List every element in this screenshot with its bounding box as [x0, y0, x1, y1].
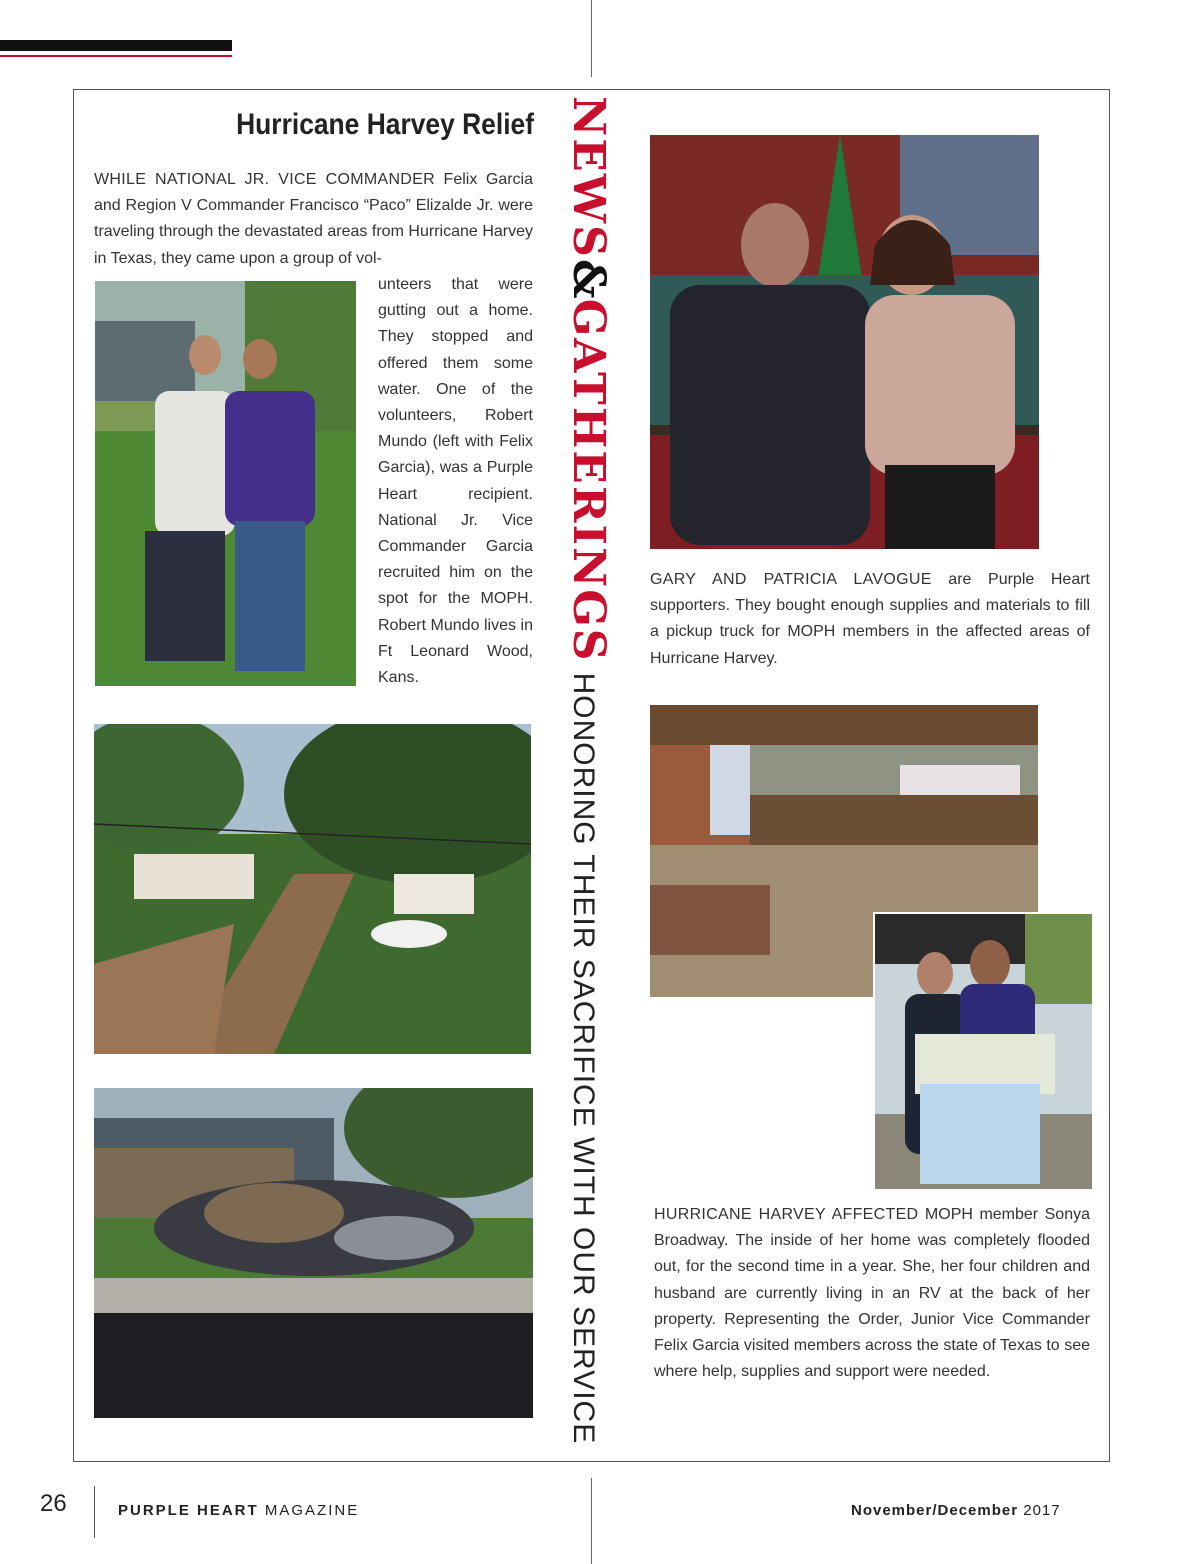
- footer-divider: [94, 1486, 95, 1538]
- caption-broadway-lead: HURRICANE HARVEY AFFECTED: [654, 1206, 919, 1223]
- section-subtitle: HONORING THEIR SACRIFICE WITH OUR SERVICE: [567, 672, 600, 1445]
- photo-volunteers: [95, 281, 356, 686]
- section-title-gatherings: GATHERINGS: [563, 298, 614, 663]
- section-title-amp: &: [563, 258, 614, 299]
- caption-lavogue-rest: are Purple Heart supporters. They bought enough supplies and materials to fill a pickup truck for MOPH members in the affected areas of Hurricane Harvey.: [650, 571, 1091, 667]
- intro-lead: WHILE NATIONAL JR. VICE COMMANDER: [94, 171, 435, 188]
- magazine-name-rest: MAGAZINE: [258, 1502, 360, 1519]
- intro-rest: Felix Garcia and Region V Commander Francisco “Paco” Elizalde Jr. were traveling through the devastated areas from Hurricane Harvey in Texas, they came upon a group of vol-: [94, 171, 533, 267]
- photo-broadway-supplies: [873, 912, 1094, 1191]
- caption-broadway: [654, 1202, 1090, 1385]
- photo-flooded-street: [94, 724, 531, 1054]
- header-black-bar: [0, 40, 232, 51]
- gutter-line-top: [591, 0, 592, 77]
- article-wrap-text: unteers that were gutting out a home. They stopped and offered them some water. One of the volunteers, Robert Mundo (left with Felix Garcia), was a Purple Heart recipient. National Jr. Vice Commander Garcia recruited him on the spot for the MOPH. Robert Mundo lives in Ft Leonard Wood, Kans.: [378, 276, 533, 687]
- caption-broadway-rest: MOPH member Sonya Broadway. The inside of her home was completely flooded out, for the second time in a year. She, her four children and husband are currently living in an RV at the back of her property. Representing the Order, Junior Vice Commander Felix Garcia visited members across the state of Texas to see where help, supplies and support were needed.: [654, 1206, 1090, 1381]
- article-intro: [94, 167, 533, 272]
- article-headline: Hurricane Harvey Relief: [236, 108, 534, 141]
- issue-date-months: November/December: [851, 1502, 1019, 1519]
- magazine-name-bold: PURPLE HEART: [118, 1502, 259, 1519]
- header-red-rule: [0, 55, 232, 57]
- photo-lavogue-couple: [650, 135, 1039, 549]
- photo-debris-pile: [94, 1088, 533, 1418]
- magazine-name: [118, 1502, 359, 1519]
- section-spine: [552, 96, 614, 1445]
- issue-date: [851, 1502, 1061, 1519]
- issue-date-year: 2017: [1018, 1502, 1061, 1519]
- caption-lavogue-lead: GARY AND PATRICIA LAVOGUE: [650, 571, 932, 588]
- gutter-line-bottom: [591, 1478, 592, 1564]
- caption-lavogue: [650, 567, 1090, 672]
- page-number: 26: [40, 1490, 67, 1517]
- section-title-news: NEWS: [563, 96, 614, 259]
